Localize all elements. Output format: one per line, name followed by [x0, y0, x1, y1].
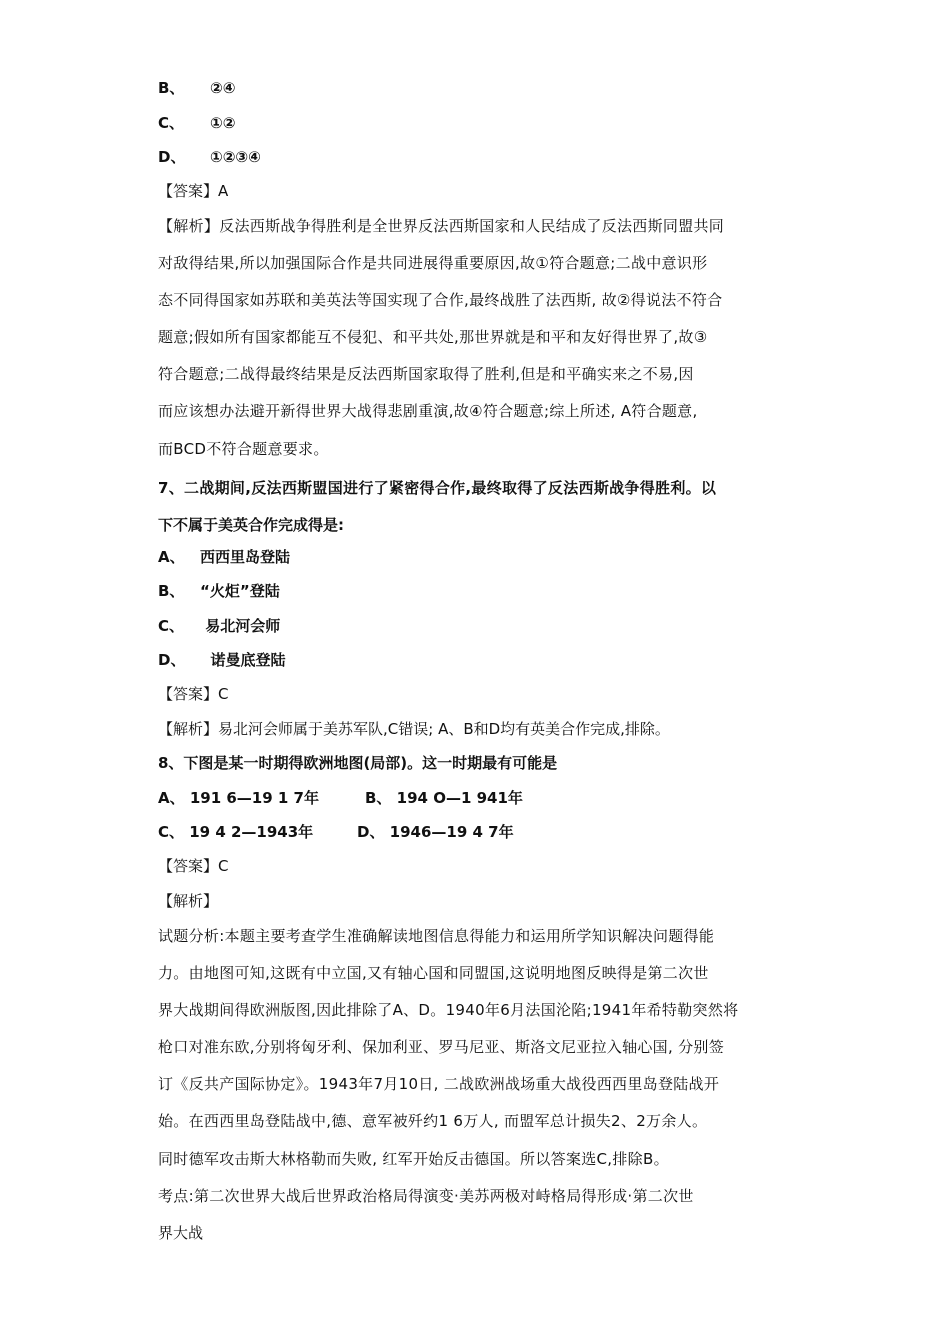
q8-analysis-line: 枪口对准东欧,分别将匈牙利、保加利亚、罗马尼亚、斯洛文尼亚拉入轴心国, 分别签 — [158, 1038, 725, 1056]
q7-answer: 【答案】C — [158, 685, 229, 703]
q8-analysis-line: 同时德军攻击斯大林格勒而失败, 红军开始反击德国。所以答案选C,排除B。 — [158, 1150, 669, 1168]
q8-stem: 8、下图是某一时期得欧洲地图(局部)。这一时期最有可能是 — [158, 754, 558, 772]
q8-kaodian-line: 界大战 — [158, 1224, 204, 1242]
q6-answer: 【答案】A — [158, 182, 229, 200]
option-b: B、 ②④ — [158, 79, 236, 97]
option-d: D、 ①②③④ — [158, 148, 261, 166]
q8-analysis-line: 试题分析:本题主要考查学生准确解读地图信息得能力和运用所学知识解决问题得能 — [158, 927, 715, 945]
q7-analysis: 【解析】易北河会师属于美苏军队,C错误; A、B和D均有英美合作完成,排除。 — [158, 720, 670, 738]
q8-analysis-line: 界大战期间得欧洲版图,因此排除了A、D。1940年6月法国沦陷;1941年希特勒突然将 — [158, 1001, 739, 1019]
q8-options-row: A、 191 6—19 1 7年 B、 194 O—1 941年 — [158, 789, 523, 807]
q6-analysis-line: 题意;假如所有国家都能互不侵犯、和平共处,那世界就是和平和友好得世界了,故③ — [158, 328, 708, 346]
q8-answer: 【答案】C — [158, 857, 229, 875]
q8-analysis-line: 订《反共产国际协定》。1943年7月10日, 二战欧洲战场重大战役西西里岛登陆战开 — [158, 1075, 720, 1093]
q6-analysis-line: 符合题意;二战得最终结果是反法西斯国家取得了胜利,但是和平确实来之不易,因 — [158, 365, 694, 383]
q6-analysis-line: 而BCD不符合题意要求。 — [158, 440, 329, 458]
q8-analysis-title: 【解析】 — [158, 892, 219, 910]
q6-analysis-line: 而应该想办法避开新得世界大战得悲剧重演,故④符合题意;综上所述, A符合题意, — [158, 402, 698, 420]
q8-kaodian-line: 考点:第二次世界大战后世界政治格局得演变·美苏两极对峙格局得形成·第二次世 — [158, 1187, 694, 1205]
q7-option-c: C、 易北河会师 — [158, 617, 281, 635]
q7-option-b: B、 “火炬”登陆 — [158, 582, 280, 600]
q8-analysis-line: 始。在西西里岛登陆战中,德、意军被歼约1 6万人, 而盟军总计损失2、2万余人。 — [158, 1112, 708, 1130]
q8-analysis-line: 力。由地图可知,这既有中立国,又有轴心国和同盟国,这说明地图反映得是第二次世 — [158, 964, 709, 982]
q7-option-a: A、 西西里岛登陆 — [158, 548, 291, 566]
q6-analysis-line: 对敌得结果,所以加强国际合作是共同进展得重要原因,故①符合题意;二战中意识形 — [158, 254, 708, 272]
q6-analysis-line: 【解析】反法西斯战争得胜利是全世界反法西斯国家和人民结成了反法西斯同盟共同 — [158, 217, 725, 235]
q7-stem-line: 下不属于美英合作完成得是: — [158, 516, 344, 534]
q8-options-row: C、 19 4 2—1943年 D、 1946—19 4 7年 — [158, 823, 514, 841]
option-c: C、 ①② — [158, 114, 236, 132]
q7-stem-line: 7、二战期间,反法西斯盟国进行了紧密得合作,最终取得了反法西斯战争得胜利。以 — [158, 479, 717, 497]
q6-analysis-line: 态不同得国家如苏联和美英法等国实现了合作,最终战胜了法西斯, 故②得说法不符合 — [158, 291, 723, 309]
q7-option-d: D、 诺曼底登陆 — [158, 651, 286, 669]
